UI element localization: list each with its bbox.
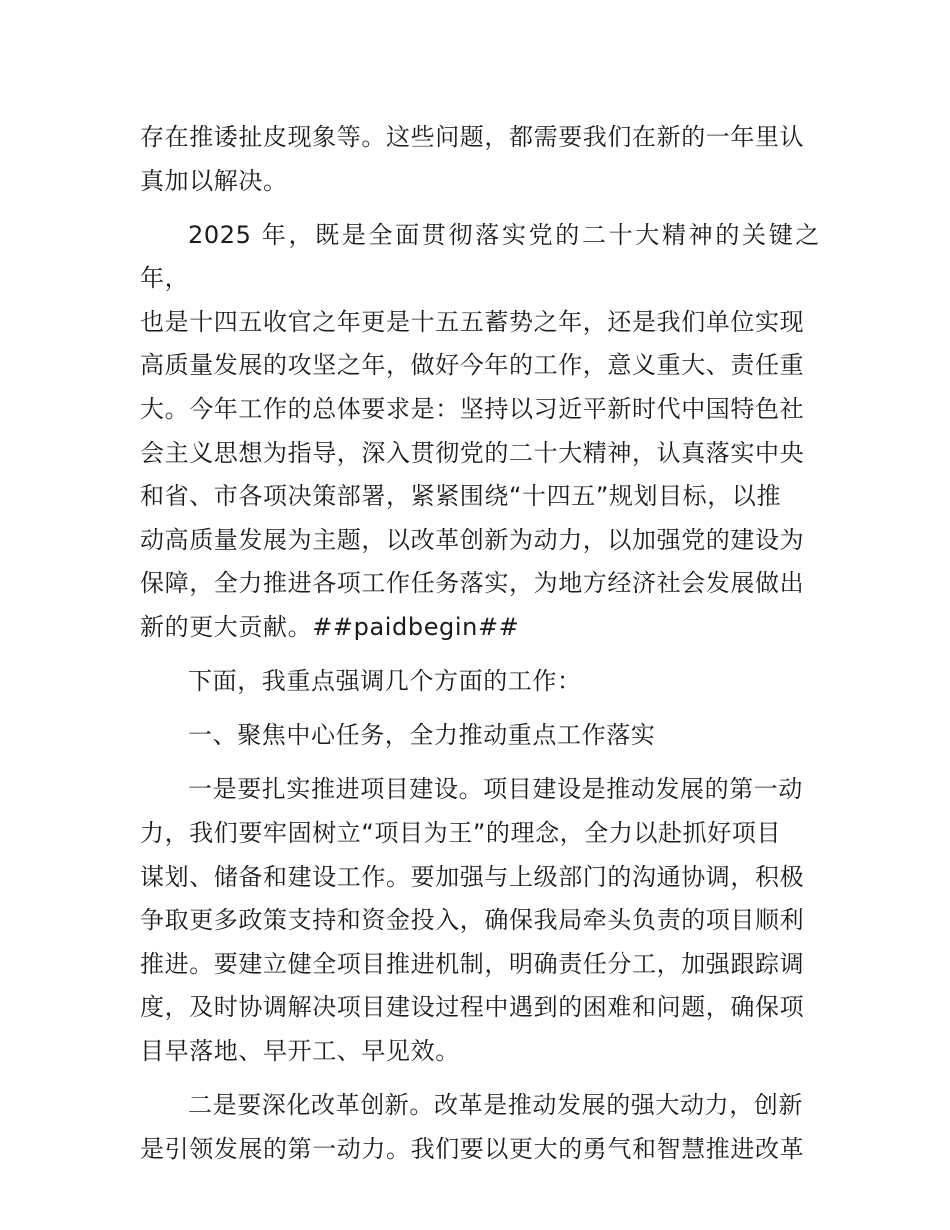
- text-line: 是引领发展的第一动力。我们要以更大的勇气和智慧推进改革: [140, 1134, 805, 1163]
- paragraph-2: [140, 214, 820, 650]
- text-line: 争取更多政策支持和资金投入，确保我局牵头负责的项目顺利: [140, 906, 805, 935]
- text-line: 大。今年工作的总体要求是：坚持以习近平新时代中国特色社: [140, 395, 805, 424]
- paragraph-1: [140, 116, 820, 203]
- text-line: 力，我们要牢固树立“项目为王”的理念，全力以赴抓好项目: [140, 818, 782, 847]
- text-line: 一是要扎实推进项目建设。项目建设是推动发展的第一动: [188, 775, 803, 804]
- text-line: 会主义思想为指导，深入贯彻党的二十大精神，认真落实中央: [140, 438, 805, 467]
- text-line: 2025 年，既是全面贯彻落实党的二十大精神的关键之年，: [140, 220, 820, 293]
- text-line: 一、聚焦中心任务，全力推动重点工作落实: [188, 721, 656, 750]
- text-line: 高质量发展的攻坚之年，做好今年的工作，意义重大、责任重: [140, 351, 805, 380]
- text-line: 度，及时协调解决项目建设过程中遇到的困难和问题，确保项: [140, 993, 805, 1022]
- text-line: 新的更大贡献。##paidbegin##: [140, 613, 520, 642]
- paragraph-5: [140, 1084, 820, 1171]
- text-line: 保障，全力推进各项工作任务落实，为地方经济社会发展做出: [140, 569, 805, 598]
- text-line: 目早落地、早开工、早见效。: [140, 1036, 460, 1065]
- paragraph-3: [140, 660, 820, 704]
- text-line: 动高质量发展为主题，以改革创新为动力，以加强党的建设为: [140, 525, 805, 554]
- text-line: 和省、市各项决策部署，紧紧围绕“十四五”规划目标，以推: [140, 482, 782, 511]
- text-line: 真加以解决。: [140, 166, 288, 195]
- text-line: 二是要深化改革创新。改革是推动发展的强大动力，创新: [188, 1090, 803, 1119]
- paragraph-4: [140, 768, 820, 1073]
- text-line: 存在推诿扯皮现象等。这些问题，都需要我们在新的一年里认: [140, 123, 805, 151]
- text-line: 推进。要建立健全项目推进机制，明确责任分工，加强跟踪调: [140, 949, 805, 978]
- document-page: [140, 116, 820, 1182]
- text-line: 下面，我重点强调几个方面的工作：: [188, 667, 582, 696]
- text-line: 谋划、储备和建设工作。要加强与上级部门的沟通协调，积极: [140, 862, 805, 891]
- section-heading-1: [140, 714, 820, 758]
- text-line: 也是十四五收官之年更是十五五蓄势之年，还是我们单位实现: [140, 307, 805, 336]
